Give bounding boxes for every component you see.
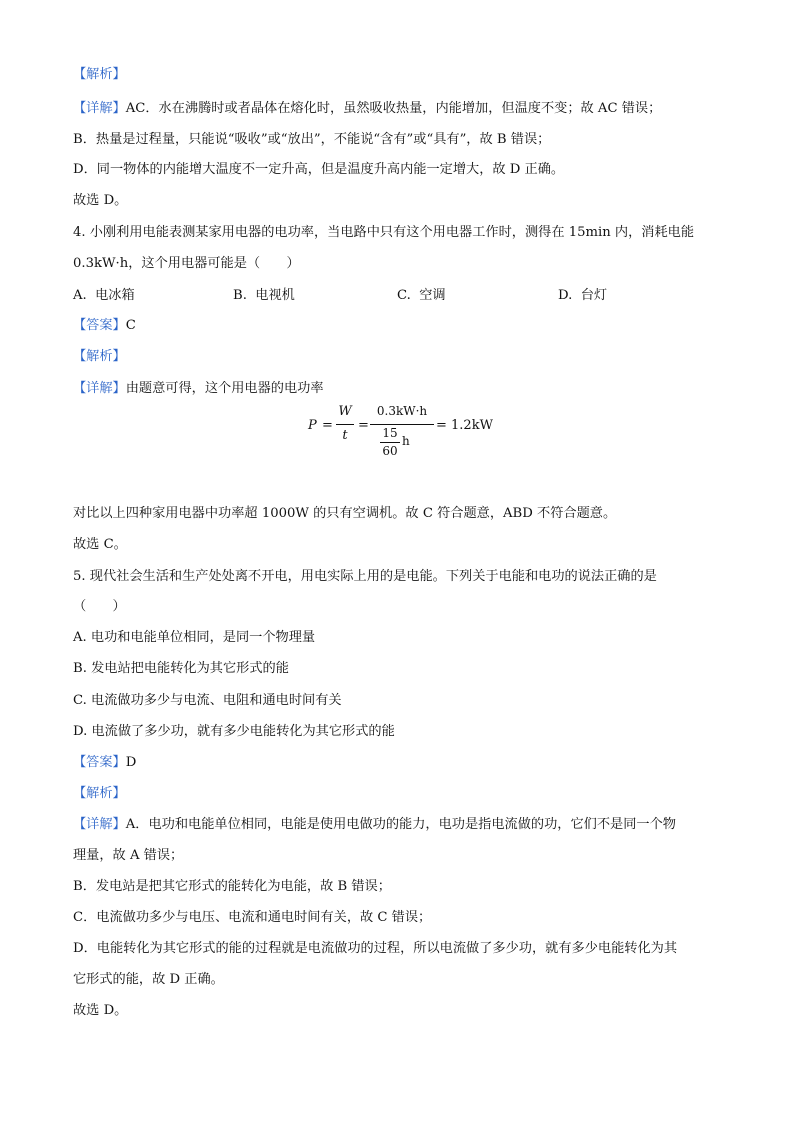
- analysis-heading: 【解析】: [73, 349, 126, 364]
- power-formula: [308, 404, 508, 468]
- explanation-line-d: D．同一物体的内能增大温度不一定升高，但是温度升高内能一定增大，故 D 正确。: [73, 162, 565, 177]
- detail-paragraph: [73, 817, 676, 833]
- conclusion: 故选 D。: [73, 193, 128, 208]
- conclusion: 故选 C。: [73, 537, 127, 552]
- detail-paragraph: [73, 101, 661, 117]
- analysis-heading: 【解析】: [73, 67, 126, 82]
- comparison-line: 对比以上四种家用电器中功率超 1000W 的只有空调机。故 C 符合题意，ABD 不符合题意。: [73, 506, 617, 521]
- detail-tag: 【详解】: [73, 101, 126, 116]
- answer-line: [73, 318, 136, 334]
- fraction-bar: [336, 424, 354, 425]
- explanation-line-d-continuation: 它形式的能，故 D 正确。: [73, 972, 224, 987]
- formula-equals: =: [322, 418, 333, 433]
- detail-continuation: 理量，故 A 错误；: [73, 848, 184, 863]
- analysis-heading: 【解析】: [73, 786, 126, 801]
- detail-text: AC．水在沸腾时或者晶体在熔化时，虽然吸收热量，内能增加，但温度不变；故 AC 错误；: [125, 101, 662, 116]
- option-d: D. 台灯: [558, 288, 608, 303]
- explanation-line-b: B．发电站是把其它形式的能转化为电能，故 B 错误；: [73, 879, 391, 894]
- option-b: B. 电视机: [233, 288, 295, 303]
- formula-numerator-w: W: [338, 404, 352, 419]
- formula-equals: =: [358, 418, 369, 433]
- question-4-stem-line1: 4. 小刚利用电能表测某家用电器的电功率，当电路中只有这个用电器工作时，测得在 15min 内，消耗电能: [73, 225, 695, 240]
- conclusion: 故选 D。: [73, 1003, 128, 1018]
- answer-line: [73, 755, 136, 771]
- answer-tag: 【答案】: [73, 755, 126, 770]
- detail-paragraph: [73, 381, 324, 397]
- fraction-bar: [370, 424, 434, 425]
- question-5-stem-line1: 5. 现代社会生活和生产处处离不开电，用电实际上用的是电能。下列关于电能和电功的说法正确的是: [73, 569, 657, 584]
- option-a: A. 电功和电能单位相同，是同一个物理量: [73, 630, 316, 645]
- formula-sixty: 60: [382, 444, 398, 458]
- formula-numerator-energy: 0.3kW·h: [376, 404, 428, 418]
- explanation-line-c: C．电流做功多少与电压、电流和通电时间有关，故 C 错误；: [73, 910, 432, 925]
- option-d: D. 电流做了多少功，就有多少电能转化为其它形式的能: [73, 724, 395, 739]
- detail-tag: 【详解】: [73, 817, 126, 832]
- formula-denominator-t: t: [342, 428, 348, 443]
- option-b: B. 发电站把电能转化为其它形式的能: [73, 661, 289, 676]
- option-c: C. 空调: [397, 288, 446, 303]
- formula-hour-unit: h: [402, 434, 410, 448]
- formula-result: = 1.2kW: [436, 418, 493, 433]
- explanation-line-b: B．热量是过程量，只能说“吸收”或“放出”，不能说“含有”或“具有”，故 B 错误；: [73, 132, 551, 147]
- detail-tag: 【详解】: [73, 381, 126, 396]
- question-4-stem-line2: 0.3kW·h，这个用电器可能是（ ）: [73, 256, 300, 271]
- fraction-bar: [380, 442, 400, 443]
- option-a: A. 电冰箱: [73, 288, 135, 303]
- detail-text: A．电功和电能单位相同，电能是使用电做功的能力，电功是指电流做的功，它们不是同一个物: [125, 817, 676, 832]
- detail-text: 由题意可得，这个用电器的电功率: [125, 381, 324, 396]
- option-c: C. 电流做功多少与电流、电阻和通电时间有关: [73, 693, 342, 708]
- question-5-stem-line2: （ ）: [73, 599, 126, 614]
- formula-lhs: P: [308, 418, 317, 433]
- explanation-line-d: D．电能转化为其它形式的能的过程就是电流做功的过程，所以电流做了多少功，就有多少电能转化为其: [73, 941, 678, 956]
- answer-tag: 【答案】: [73, 318, 126, 333]
- answer-value: D: [125, 755, 137, 770]
- answer-value: C: [125, 318, 136, 333]
- formula-minutes: 15: [382, 426, 398, 440]
